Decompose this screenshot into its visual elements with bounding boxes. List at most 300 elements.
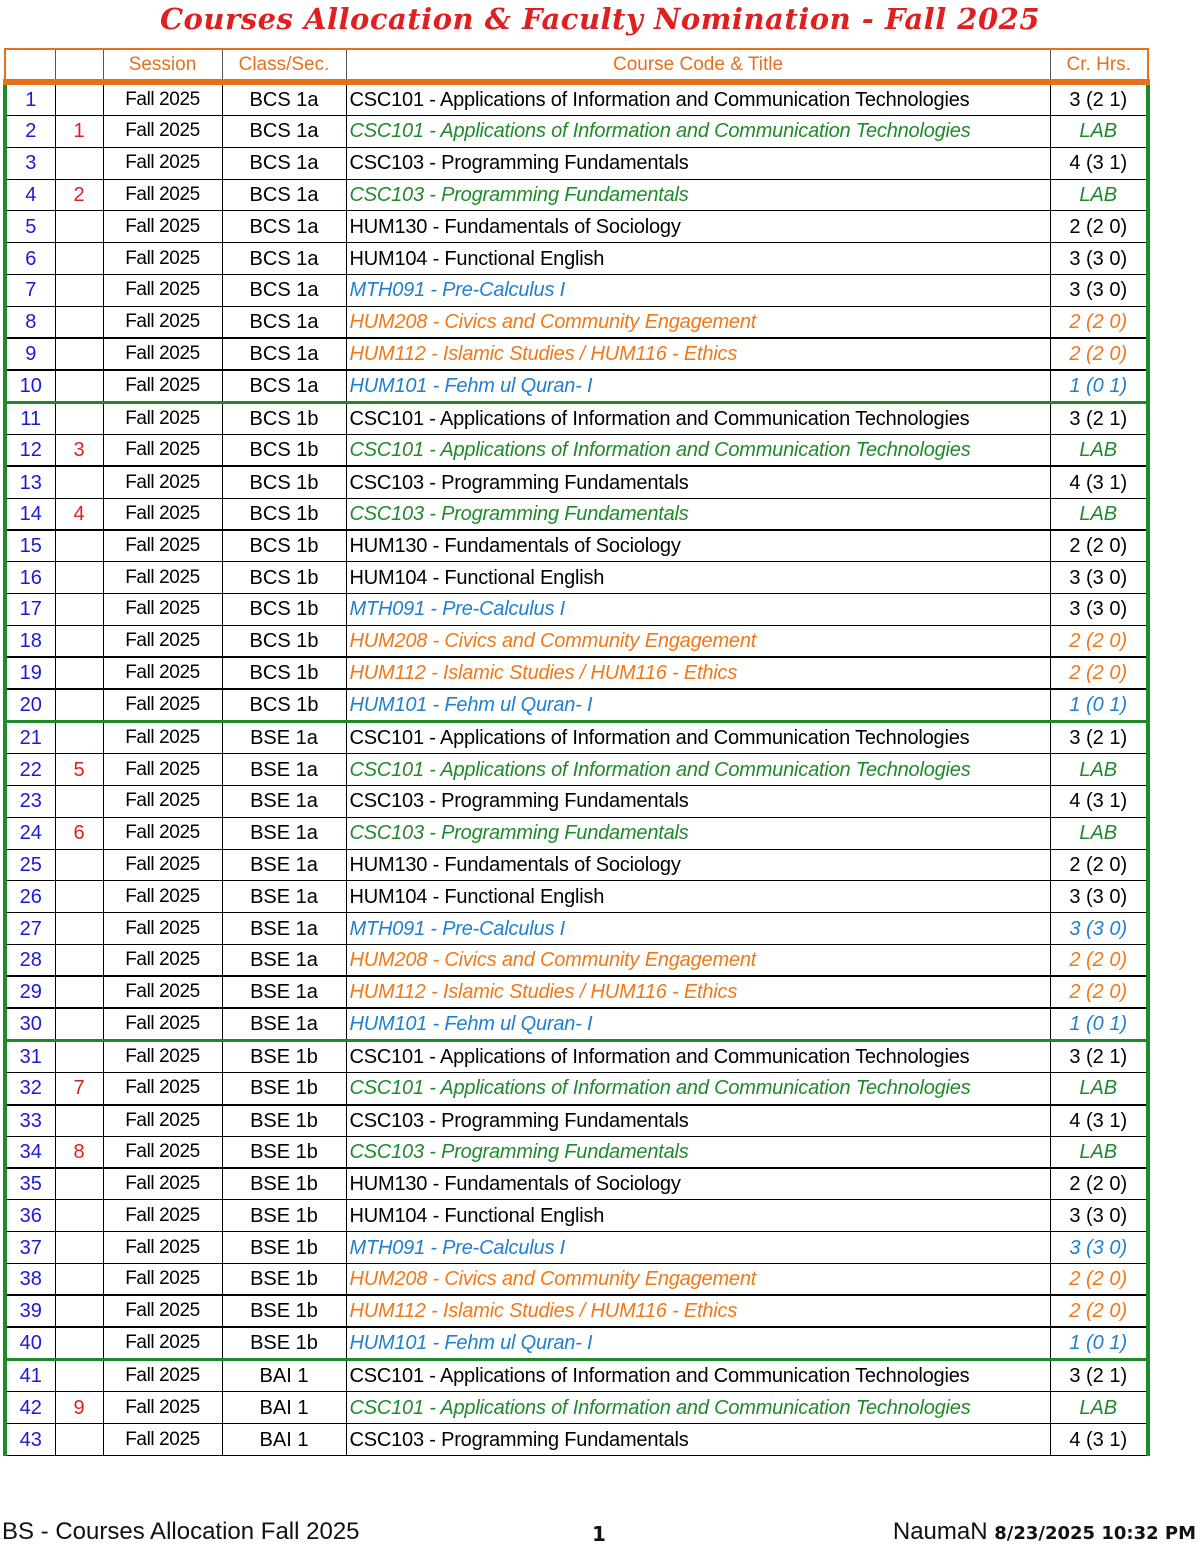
row-index: 28 [5,944,55,976]
lab-group-number: 2 [55,179,103,211]
session-cell: Fall 2025 [103,1424,222,1456]
course-cell: CSC103 - Programming Fundamentals [346,147,1050,179]
footer-document-title: BS - Courses Allocation Fall 2025 [2,1518,360,1545]
col-header-credit-hours: Cr. Hrs. [1050,49,1148,82]
footer-author-stamp [893,1518,1196,1548]
table-row [5,243,1148,275]
credit-hours-cell: 2 (2 0) [1050,1295,1148,1327]
table-row [5,1008,1148,1041]
allocation-sheet [3,48,1146,1456]
row-index: 12 [5,435,55,467]
lab-group-number [55,1327,103,1360]
session-cell: Fall 2025 [103,785,222,817]
row-index: 29 [5,976,55,1008]
class-section-cell: BCS 1b [222,625,346,657]
class-section-cell: BSE 1b [222,1073,346,1105]
course-cell: HUM101 - Fehm ul Quran- I [346,1008,1050,1041]
class-section-cell: BSE 1b [222,1041,346,1073]
row-index: 6 [5,243,55,275]
row-index: 31 [5,1041,55,1073]
lab-group-number [55,913,103,945]
class-section-cell: BSE 1b [222,1232,346,1264]
table-row [5,722,1148,754]
row-index: 35 [5,1168,55,1200]
allocation-table [3,48,1150,1456]
class-section-cell: BAI 1 [222,1424,346,1456]
class-section-cell: BSE 1a [222,817,346,849]
lab-group-number [55,1232,103,1264]
lab-group-number [55,403,103,435]
row-index: 34 [5,1136,55,1168]
credit-hours-cell: LAB [1050,498,1148,530]
row-index: 1 [5,82,55,116]
course-cell: HUM112 - Islamic Studies / HUM116 - Ethics [346,338,1050,370]
course-cell: CSC101 - Applications of Information and Communication Technologies [346,1392,1050,1424]
row-index: 32 [5,1073,55,1105]
table-row [5,1200,1148,1232]
lab-group-number [55,1008,103,1041]
page-title: Courses Allocation & Faculty Nomination - Fall 2025 [159,2,1041,36]
table-row [5,1105,1148,1137]
lab-group-number [55,976,103,1008]
lab-group-number [55,594,103,626]
session-cell: Fall 2025 [103,338,222,370]
class-section-cell: BAI 1 [222,1392,346,1424]
credit-hours-cell: LAB [1050,1392,1148,1424]
table-row [5,817,1148,849]
credit-hours-cell: LAB [1050,1073,1148,1105]
table-row [5,754,1148,786]
table-row [5,1424,1148,1456]
row-index: 37 [5,1232,55,1264]
class-section-cell: BCS 1b [222,466,346,498]
lab-group-number [55,370,103,403]
table-row [5,944,1148,976]
course-cell: MTH091 - Pre-Calculus I [346,274,1050,306]
credit-hours-cell: 2 (2 0) [1050,306,1148,338]
credit-hours-cell: LAB [1050,116,1148,148]
class-section-cell: BCS 1b [222,498,346,530]
credit-hours-cell: 4 (3 1) [1050,1105,1148,1137]
lab-group-number [55,881,103,913]
class-section-cell: BAI 1 [222,1360,346,1392]
lab-group-number [55,1168,103,1200]
credit-hours-cell: 2 (2 0) [1050,625,1148,657]
credit-hours-cell: 3 (3 0) [1050,881,1148,913]
session-cell: Fall 2025 [103,849,222,881]
credit-hours-cell: 2 (2 0) [1050,849,1148,881]
row-index: 38 [5,1264,55,1296]
table-row [5,530,1148,562]
course-cell: MTH091 - Pre-Calculus I [346,594,1050,626]
lab-group-number [55,338,103,370]
session-cell: Fall 2025 [103,243,222,275]
session-cell: Fall 2025 [103,435,222,467]
course-cell: CSC103 - Programming Fundamentals [346,466,1050,498]
class-section-cell: BSE 1b [222,1105,346,1137]
course-cell: HUM104 - Functional English [346,243,1050,275]
header-row [5,49,1148,82]
class-section-cell: BSE 1b [222,1295,346,1327]
credit-hours-cell: 4 (3 1) [1050,147,1148,179]
credit-hours-cell: 3 (3 0) [1050,274,1148,306]
session-cell: Fall 2025 [103,274,222,306]
table-row [5,338,1148,370]
session-cell: Fall 2025 [103,211,222,243]
col-header-class: Class/Sec. [222,49,346,82]
table-row [5,466,1148,498]
credit-hours-cell: LAB [1050,817,1148,849]
session-cell: Fall 2025 [103,754,222,786]
lab-group-number [55,274,103,306]
lab-group-number [55,562,103,594]
class-section-cell: BCS 1a [222,211,346,243]
credit-hours-cell: LAB [1050,754,1148,786]
credit-hours-cell: 2 (2 0) [1050,338,1148,370]
table-row [5,116,1148,148]
class-section-cell: BSE 1a [222,785,346,817]
session-cell: Fall 2025 [103,179,222,211]
class-section-cell: BCS 1b [222,530,346,562]
col-header-course: Course Code & Title [346,49,1050,82]
table-row [5,82,1148,116]
table-row [5,881,1148,913]
course-cell: CSC101 - Applications of Information and Communication Technologies [346,435,1050,467]
class-section-cell: BSE 1a [222,976,346,1008]
lab-group-number [55,306,103,338]
credit-hours-cell: 1 (0 1) [1050,1327,1148,1360]
session-cell: Fall 2025 [103,1200,222,1232]
row-index: 42 [5,1392,55,1424]
credit-hours-cell: 2 (2 0) [1050,530,1148,562]
course-cell: CSC101 - Applications of Information and Communication Technologies [346,1041,1050,1073]
table-row [5,435,1148,467]
table-row [5,498,1148,530]
row-index: 24 [5,817,55,849]
row-index: 30 [5,1008,55,1041]
session-cell: Fall 2025 [103,657,222,689]
class-section-cell: BCS 1a [222,243,346,275]
lab-group-number [55,625,103,657]
course-cell: HUM208 - Civics and Community Engagement [346,1264,1050,1296]
lab-group-number [55,1041,103,1073]
credit-hours-cell: LAB [1050,179,1148,211]
session-cell: Fall 2025 [103,722,222,754]
course-cell: MTH091 - Pre-Calculus I [346,913,1050,945]
session-cell: Fall 2025 [103,116,222,148]
course-cell: CSC103 - Programming Fundamentals [346,1424,1050,1456]
session-cell: Fall 2025 [103,1136,222,1168]
session-cell: Fall 2025 [103,1105,222,1137]
table-row [5,976,1148,1008]
footer-page-number: 1 [592,1522,606,1546]
lab-group-number: 6 [55,817,103,849]
course-cell: CSC101 - Applications of Information and Communication Technologies [346,116,1050,148]
credit-hours-cell: 2 (2 0) [1050,1264,1148,1296]
row-index: 23 [5,785,55,817]
table-row [5,594,1148,626]
table-row [5,1073,1148,1105]
course-cell: HUM104 - Functional English [346,1200,1050,1232]
session-cell: Fall 2025 [103,1327,222,1360]
course-cell: HUM130 - Fundamentals of Sociology [346,530,1050,562]
lab-group-number [55,1295,103,1327]
credit-hours-cell: 2 (2 0) [1050,657,1148,689]
row-index: 14 [5,498,55,530]
course-cell: CSC103 - Programming Fundamentals [346,817,1050,849]
credit-hours-cell: 3 (2 1) [1050,82,1148,116]
credit-hours-cell: 4 (3 1) [1050,466,1148,498]
course-cell: HUM112 - Islamic Studies / HUM116 - Ethics [346,657,1050,689]
row-index: 21 [5,722,55,754]
lab-group-number [55,243,103,275]
lab-group-number: 3 [55,435,103,467]
credit-hours-cell: 4 (3 1) [1050,1424,1148,1456]
table-row [5,1136,1148,1168]
class-section-cell: BSE 1a [222,913,346,945]
credit-hours-cell: 3 (3 0) [1050,594,1148,626]
table-row [5,179,1148,211]
row-index: 39 [5,1295,55,1327]
class-section-cell: BCS 1a [222,82,346,116]
row-index: 43 [5,1424,55,1456]
course-cell: HUM101 - Fehm ul Quran- I [346,1327,1050,1360]
session-cell: Fall 2025 [103,403,222,435]
credit-hours-cell: 2 (2 0) [1050,944,1148,976]
table-row [5,306,1148,338]
session-cell: Fall 2025 [103,1041,222,1073]
class-section-cell: BSE 1b [222,1136,346,1168]
row-index: 20 [5,689,55,722]
lab-group-number [55,1105,103,1137]
class-section-cell: BSE 1a [222,722,346,754]
row-index: 33 [5,1105,55,1137]
row-index: 41 [5,1360,55,1392]
credit-hours-cell: 1 (0 1) [1050,370,1148,403]
course-cell: HUM101 - Fehm ul Quran- I [346,689,1050,722]
table-row [5,370,1148,403]
table-row [5,625,1148,657]
credit-hours-cell: 4 (3 1) [1050,785,1148,817]
session-cell: Fall 2025 [103,625,222,657]
credit-hours-cell: 3 (3 0) [1050,1232,1148,1264]
class-section-cell: BSE 1b [222,1168,346,1200]
session-cell: Fall 2025 [103,944,222,976]
table-row [5,1327,1148,1360]
course-cell: CSC103 - Programming Fundamentals [346,179,1050,211]
session-cell: Fall 2025 [103,370,222,403]
course-cell: HUM104 - Functional English [346,562,1050,594]
session-cell: Fall 2025 [103,817,222,849]
table-row [5,1295,1148,1327]
course-cell: HUM112 - Islamic Studies / HUM116 - Ethics [346,976,1050,1008]
row-index: 15 [5,530,55,562]
course-cell: CSC101 - Applications of Information and Communication Technologies [346,754,1050,786]
table-row [5,1360,1148,1392]
session-cell: Fall 2025 [103,1264,222,1296]
row-index: 11 [5,403,55,435]
table-row [5,562,1148,594]
class-section-cell: BCS 1a [222,338,346,370]
row-index: 5 [5,211,55,243]
class-section-cell: BSE 1a [222,754,346,786]
table-row [5,785,1148,817]
row-index: 36 [5,1200,55,1232]
lab-group-number [55,82,103,116]
class-section-cell: BCS 1b [222,594,346,626]
credit-hours-cell: 3 (3 0) [1050,913,1148,945]
lab-group-number [55,944,103,976]
credit-hours-cell: 3 (2 1) [1050,1041,1148,1073]
table-row [5,849,1148,881]
credit-hours-cell: 3 (2 1) [1050,722,1148,754]
class-section-cell: BCS 1b [222,403,346,435]
course-cell: CSC101 - Applications of Information and Communication Technologies [346,82,1050,116]
row-index: 19 [5,657,55,689]
table-row [5,1041,1148,1073]
course-cell: HUM130 - Fundamentals of Sociology [346,211,1050,243]
course-cell: HUM208 - Civics and Community Engagement [346,944,1050,976]
class-section-cell: BSE 1b [222,1327,346,1360]
session-cell: Fall 2025 [103,1073,222,1105]
row-index: 18 [5,625,55,657]
row-index: 10 [5,370,55,403]
lab-group-number [55,1360,103,1392]
lab-group-number [55,1424,103,1456]
footer-datetime: 8/23/2025 10:32 PM [994,1523,1196,1544]
row-index: 40 [5,1327,55,1360]
course-cell: CSC101 - Applications of Information and Communication Technologies [346,403,1050,435]
row-index: 26 [5,881,55,913]
session-cell: Fall 2025 [103,147,222,179]
lab-group-number [55,657,103,689]
session-cell: Fall 2025 [103,1360,222,1392]
session-cell: Fall 2025 [103,306,222,338]
lab-group-number [55,466,103,498]
session-cell: Fall 2025 [103,530,222,562]
credit-hours-cell: 2 (2 0) [1050,976,1148,1008]
session-cell: Fall 2025 [103,881,222,913]
credit-hours-cell: LAB [1050,1136,1148,1168]
course-cell: CSC103 - Programming Fundamentals [346,785,1050,817]
lab-group-number [55,785,103,817]
row-index: 7 [5,274,55,306]
footer-author: NaumaN [892,1518,988,1545]
credit-hours-cell: 3 (2 1) [1050,1360,1148,1392]
row-index: 16 [5,562,55,594]
class-section-cell: BCS 1a [222,306,346,338]
class-section-cell: BSE 1b [222,1200,346,1232]
table-row [5,211,1148,243]
credit-hours-cell: 2 (2 0) [1050,1168,1148,1200]
class-section-cell: BSE 1a [222,944,346,976]
row-index: 9 [5,338,55,370]
course-cell: CSC103 - Programming Fundamentals [346,498,1050,530]
row-index: 3 [5,147,55,179]
session-cell: Fall 2025 [103,1008,222,1041]
course-cell: MTH091 - Pre-Calculus I [346,1232,1050,1264]
lab-group-number [55,530,103,562]
course-cell: HUM208 - Civics and Community Engagement [346,306,1050,338]
session-cell: Fall 2025 [103,1232,222,1264]
lab-group-number [55,1264,103,1296]
course-cell: HUM101 - Fehm ul Quran- I [346,370,1050,403]
credit-hours-cell: 1 (0 1) [1050,1008,1148,1041]
course-cell: CSC103 - Programming Fundamentals [346,1105,1050,1137]
session-cell: Fall 2025 [103,913,222,945]
row-index: 17 [5,594,55,626]
course-cell: CSC101 - Applications of Information and Communication Technologies [346,722,1050,754]
class-section-cell: BCS 1a [222,116,346,148]
table-row [5,657,1148,689]
table-row [5,147,1148,179]
lab-group-number [55,211,103,243]
col-header-group [55,49,103,82]
class-section-cell: BCS 1b [222,689,346,722]
table-row [5,1232,1148,1264]
class-section-cell: BCS 1a [222,370,346,403]
lab-group-number [55,147,103,179]
session-cell: Fall 2025 [103,1295,222,1327]
credit-hours-cell: 2 (2 0) [1050,211,1148,243]
col-header-session: Session [103,49,222,82]
session-cell: Fall 2025 [103,498,222,530]
row-index: 13 [5,466,55,498]
table-body [5,82,1148,1455]
class-section-cell: BSE 1a [222,1008,346,1041]
credit-hours-cell: 3 (2 1) [1050,403,1148,435]
table-row [5,274,1148,306]
course-cell: HUM112 - Islamic Studies / HUM116 - Ethics [346,1295,1050,1327]
class-section-cell: BSE 1a [222,881,346,913]
class-section-cell: BCS 1a [222,274,346,306]
table-row [5,1168,1148,1200]
class-section-cell: BCS 1b [222,657,346,689]
lab-group-number [55,1200,103,1232]
lab-group-number: 7 [55,1073,103,1105]
lab-group-number [55,849,103,881]
session-cell: Fall 2025 [103,976,222,1008]
class-section-cell: BCS 1a [222,179,346,211]
class-section-cell: BSE 1b [222,1264,346,1296]
lab-group-number: 5 [55,754,103,786]
lab-group-number: 8 [55,1136,103,1168]
session-cell: Fall 2025 [103,562,222,594]
credit-hours-cell: 1 (0 1) [1050,689,1148,722]
lab-group-number: 4 [55,498,103,530]
table-row [5,403,1148,435]
session-cell: Fall 2025 [103,466,222,498]
row-index: 2 [5,116,55,148]
class-section-cell: BCS 1b [222,435,346,467]
row-index: 4 [5,179,55,211]
session-cell: Fall 2025 [103,1392,222,1424]
lab-group-number: 1 [55,116,103,148]
table-row [5,1392,1148,1424]
credit-hours-cell: 3 (3 0) [1050,1200,1148,1232]
lab-group-number [55,722,103,754]
col-header-index [5,49,55,82]
row-index: 22 [5,754,55,786]
session-cell: Fall 2025 [103,689,222,722]
course-cell: HUM130 - Fundamentals of Sociology [346,1168,1050,1200]
class-section-cell: BSE 1a [222,849,346,881]
row-index: 25 [5,849,55,881]
course-cell: HUM130 - Fundamentals of Sociology [346,849,1050,881]
lab-group-number [55,689,103,722]
table-row [5,1264,1148,1296]
class-section-cell: BCS 1a [222,147,346,179]
